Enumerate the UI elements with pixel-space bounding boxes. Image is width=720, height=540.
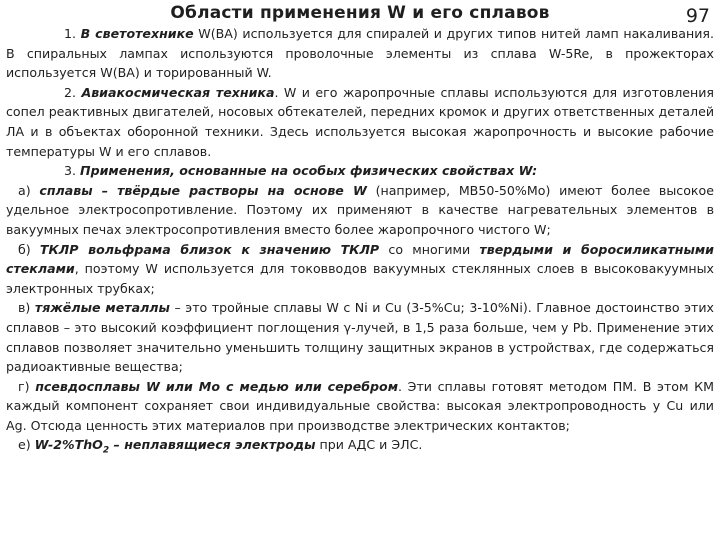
paragraph-number: 3. <box>64 163 81 179</box>
paragraph-number: 1. <box>64 26 81 41</box>
item-a-solid-solutions <box>6 181 714 240</box>
emphasis-text: псевдосплавы W или Mo с медью или серебром <box>35 378 398 394</box>
item-prefix: е) <box>18 437 35 453</box>
item-text: со многими <box>379 241 480 257</box>
item-text: . Эти сплавы готовят методом ПМ. В этом КМ каждый компонент сохраняет свои индивидуальные свойства: высокая электропроводность у Cu или Ag. Отсюда ценность этих материалов при производстве электрических контактов; <box>6 378 714 433</box>
emphasis-text: сплавы – твёрдые растворы на основе W <box>39 182 367 198</box>
item-prefix: а) <box>18 182 40 198</box>
item-g-pseudo-alloys <box>6 377 714 436</box>
item-text: при АДС и ЭЛС. <box>315 437 423 453</box>
slide-title: Области применения W и его сплавов <box>170 3 550 23</box>
subscript-text: 2 <box>102 445 110 456</box>
paragraph-lighting <box>6 24 714 83</box>
item-text: , поэтому W используется для токовводов вакуумных стеклянных слоев в высоковакуумных электронных трубках; <box>6 261 714 296</box>
paragraph-physical-properties <box>6 161 714 181</box>
item-prefix: в) <box>18 300 35 316</box>
emphasis-text: Применения, основанные на особых физических свойствах W: <box>80 163 538 179</box>
paragraph-text: W(ВА) используется для спиралей и других типов нитей ламп накаливания. В спиральных лампах используются проволочные элементы из сплава W-5Re, в прожекторах используется W(ВА) и торированный W. <box>6 26 714 81</box>
item-text: – это тройные сплавы W с Ni и Cu (3-5%Cu; 3-10%Ni). Главное достоинство этих сплавов – это высокий коэффициент поглощения γ-лучей, в 1,5 раза больше, чем у Pb. Применение этих сплавов позволяет значительно уменьшить толщину защитных экранов в устройствах, где содержаться радиоактивные вещества; <box>6 300 714 375</box>
emphasis-text: – неплавящиеся электроды <box>109 437 316 453</box>
emphasis-text: W-2%ThO <box>34 437 103 453</box>
item-e-electrodes <box>6 435 714 455</box>
paragraph-number: 2. <box>64 84 82 100</box>
slide-body <box>6 24 714 455</box>
emphasis-text: тяжёлые металлы <box>34 300 170 316</box>
item-text: (например, МВ50-50%Мо) имеют более высокое удельное электросопротивление. Поэтому их применяют в качестве нагревательных элементов в вакуумных печах электросопротивления вместо более жаропрочного чистого W; <box>6 182 714 237</box>
item-prefix: б) <box>18 241 40 257</box>
page-number: 97 <box>685 5 710 27</box>
item-prefix: г) <box>18 378 36 394</box>
item-v-heavy-metals <box>6 298 714 376</box>
paragraph-aerospace <box>6 83 714 161</box>
emphasis-text: твердыми и боросиликатными стеклами <box>6 241 714 277</box>
emphasis-text: В светотехнике <box>80 26 194 41</box>
paragraph-text: . W и его жаропрочные сплавы используются для изготовления сопел реактивных двигателей, носовых обтекателей, передних кромок и других ответственных деталей ЛА и в объектах оборонной техники. Здесь используется высокая жаропрочность и высокие рабочие температуры W и его сплавов. <box>6 84 714 159</box>
item-b-thermal-expansion <box>6 240 714 299</box>
emphasis-text: ТКЛР вольфрама близок к значению ТКЛР <box>39 241 380 257</box>
emphasis-text: Авиакосмическая техника <box>81 84 275 100</box>
